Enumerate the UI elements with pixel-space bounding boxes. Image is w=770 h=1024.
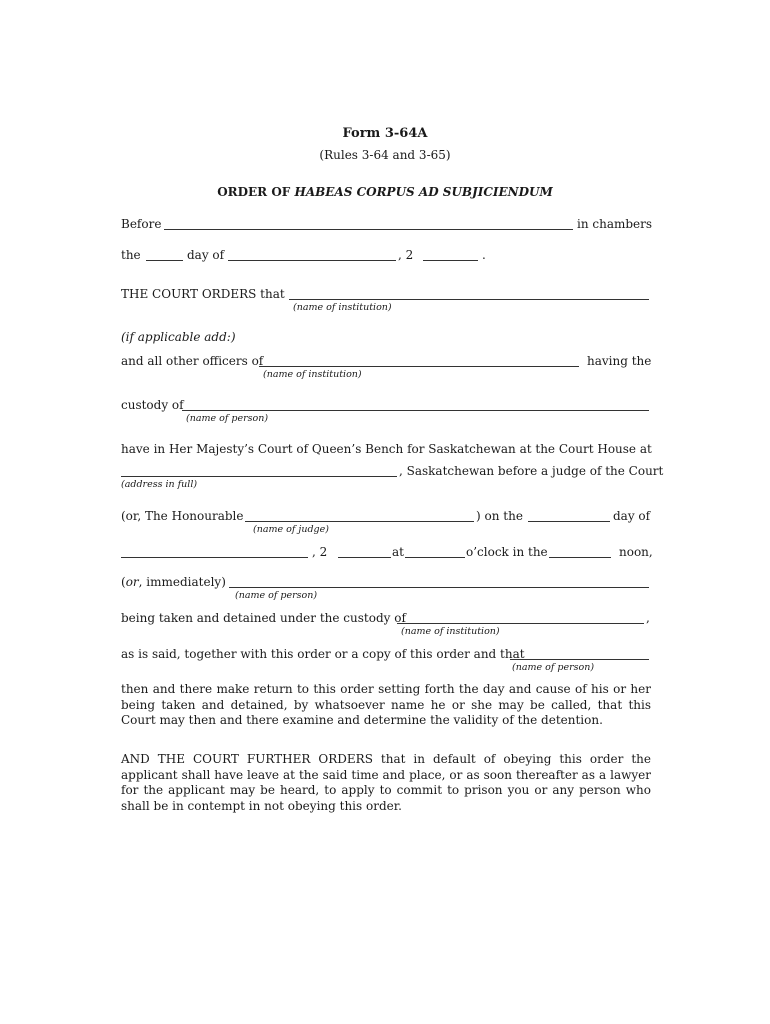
- title-prefix: ORDER OF: [217, 185, 295, 199]
- custody-person-blank[interactable]: [182, 410, 649, 411]
- institution-caption: (name of institution): [293, 302, 392, 313]
- address-blank[interactable]: [121, 476, 397, 477]
- custody-person-caption: (name of person): [186, 413, 269, 424]
- judge-name-blank[interactable]: [245, 521, 474, 522]
- address-caption: (address in full): [121, 479, 198, 490]
- further-orders-paragraph: AND THE COURT FURTHER ORDERS that in default of obeying this order the applicant shall have leave at the said time and place, or as soon thereafter as a lawyer for the applicant may be heard, to apply to commit to prison you or any person who shall be in contempt in not obeying this order.: [121, 752, 651, 813]
- institution-blank[interactable]: [289, 299, 649, 300]
- year-prefix: , 2: [398, 248, 414, 262]
- judge-name-caption: (name of judge): [253, 524, 329, 535]
- noon-label: noon,: [619, 545, 653, 559]
- form-title: [0, 185, 770, 199]
- saskatchewan-before-text: , Saskatchewan before a judge of the Court: [399, 464, 664, 478]
- return-year-blank[interactable]: [338, 557, 391, 558]
- person-caption: (name of person): [235, 590, 318, 601]
- if-applicable-note: (if applicable add:): [121, 330, 236, 344]
- honourable-day-of-label: day of: [613, 509, 651, 523]
- officers-institution-blank[interactable]: [259, 366, 579, 367]
- on-the-label: ) on the: [476, 509, 523, 523]
- return-month-blank[interactable]: [121, 557, 308, 558]
- the-label: the: [121, 248, 141, 262]
- day-of-label: day of: [187, 248, 225, 262]
- or-italic: or: [125, 575, 139, 589]
- before-label: Before: [121, 217, 162, 231]
- time-year-prefix: , 2: [312, 545, 328, 559]
- other-officers-label: and all other officers of: [121, 354, 264, 368]
- fore-after-blank[interactable]: [549, 557, 611, 558]
- detained-comma: ,: [646, 611, 650, 625]
- hour-blank[interactable]: [405, 557, 465, 558]
- person-blank[interactable]: [229, 587, 649, 588]
- detained-label: being taken and detained under the custody of: [121, 611, 406, 625]
- judge-blank[interactable]: [164, 229, 573, 230]
- immediately-rest: , immediately): [138, 575, 226, 589]
- custody-of-label: custody of: [121, 398, 184, 412]
- day-blank[interactable]: [146, 260, 183, 261]
- detention-institution-caption: (name of institution): [401, 626, 500, 637]
- return-day-blank[interactable]: [528, 521, 610, 522]
- form-number: Form 3-64A: [342, 126, 428, 141]
- month-blank[interactable]: [228, 260, 396, 261]
- court-orders-label: THE COURT ORDERS that: [121, 287, 285, 301]
- officers-institution-caption: (name of institution): [263, 369, 362, 380]
- as-is-said-label: as is said, together with this order or a copy of this order and that: [121, 647, 525, 661]
- rules-reference: (Rules 3-64 and 3-65): [319, 148, 451, 162]
- in-chambers-label: in chambers: [577, 217, 653, 231]
- title-italic: HABEAS CORPUS AD SUBJICIENDUM: [294, 185, 553, 199]
- immediately-label: (or, immediately): [121, 575, 226, 589]
- year-blank[interactable]: [423, 260, 478, 261]
- said-person-caption: (name of person): [512, 662, 595, 673]
- oclock-label: o’clock in the: [466, 545, 548, 559]
- detention-institution-blank[interactable]: [397, 623, 644, 624]
- at-label: at: [392, 545, 404, 559]
- court-house-text: have in Her Majesty’s Court of Queen’s Bench for Saskatchewan at the Court House at: [121, 442, 652, 456]
- having-the-label: having the: [587, 354, 652, 368]
- honourable-label: (or, The Honourable: [121, 509, 244, 523]
- said-person-blank[interactable]: [510, 659, 649, 660]
- date-period: .: [482, 248, 486, 262]
- return-paragraph: then and there make return to this order setting forth the day and cause of his or her being taken and detained, by whatsoever name he or she may be called, that this Court may then and there examine and determine the validity of the detention.: [121, 682, 651, 727]
